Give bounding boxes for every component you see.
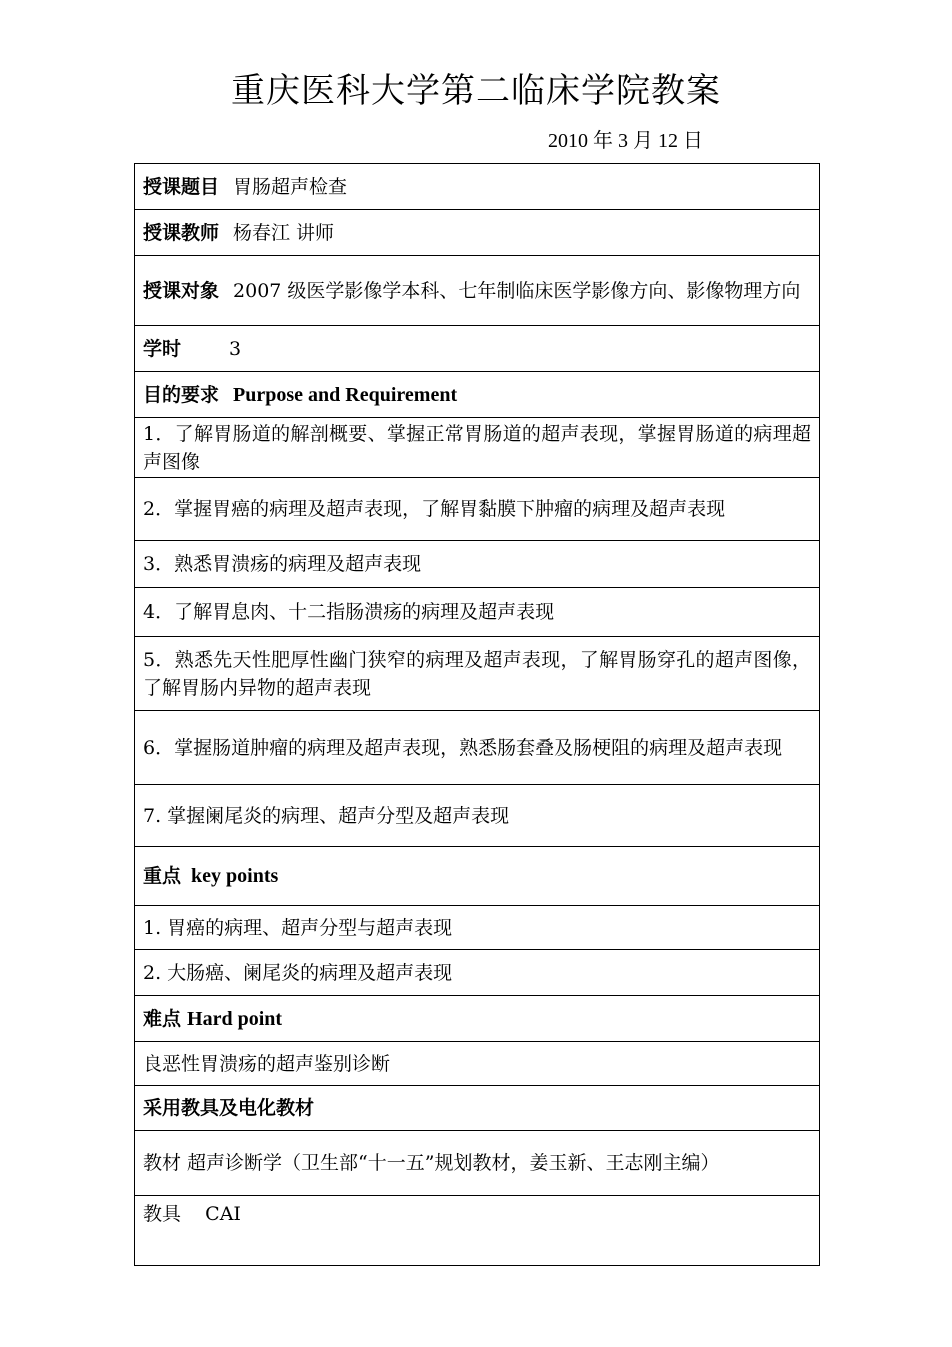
key-points-label: 重点	[143, 865, 182, 887]
teacher-row	[135, 210, 820, 256]
purpose-item-row	[135, 785, 820, 847]
purpose-label-en: Purpose and Requirement	[233, 383, 458, 406]
purpose-label: 目的要求	[143, 383, 220, 406]
hard-point-row	[135, 1042, 820, 1086]
hard-point-label-en: Hard point	[187, 1007, 283, 1030]
hard-point-item: 良恶性胃溃疡的超声鉴别诊断	[143, 1052, 391, 1075]
aids-value: 教具 CAI	[143, 1203, 241, 1225]
key-points-header-row	[135, 847, 820, 906]
purpose-item-row	[135, 418, 820, 478]
hard-point-header-row	[135, 996, 820, 1042]
purpose-item: 2．掌握胃癌的病理及超声表现，了解胃黏膜下肿瘤的病理及超声表现	[143, 498, 726, 520]
document-title: 重庆医科大学第二临床学院教案	[231, 71, 721, 111]
materials-label: 采用教具及电化教材	[143, 1097, 315, 1119]
aids-row	[135, 1196, 820, 1266]
hours-value: 3	[229, 337, 242, 360]
textbook-row	[135, 1131, 820, 1196]
key-point-row	[135, 906, 820, 950]
purpose-item: 6．掌握肠道肿瘤的病理及超声表现，熟悉肠套叠及肠梗阻的病理及超声表现	[143, 736, 783, 759]
document-date: 2010 年 3 月 12 日	[548, 130, 703, 152]
hours-row	[135, 326, 820, 372]
purpose-item: 4．了解胃息肉、十二指肠溃疡的病理及超声表现	[143, 601, 555, 623]
purpose-item-row	[135, 711, 820, 785]
teacher-label: 授课教师	[143, 221, 220, 244]
key-point-item: 1. 胃癌的病理、超声分型与超声表现	[143, 916, 453, 939]
lesson-plan-table	[134, 163, 820, 1266]
purpose-item-row	[135, 541, 820, 588]
audience-row	[135, 256, 820, 326]
purpose-item: 5．熟悉先天性肥厚性幽门狭窄的病理及超声表现，了解胃肠穿孔的超声图像，了解胃肠内异物的超声表现	[143, 648, 811, 699]
materials-header-row	[135, 1086, 820, 1131]
textbook-value: 教材 超声诊断学（卫生部“十一五”规划教材，姜玉新、王志刚主编）	[143, 1152, 720, 1174]
teacher-value: 杨春江 讲师	[233, 221, 335, 244]
purpose-item-row	[135, 637, 820, 711]
audience-label: 授课对象	[143, 279, 220, 302]
audience-value: 2007 级医学影像学本科、七年制临床医学影像方向、影像物理方向	[233, 279, 801, 302]
hard-point-label: 难点	[143, 1007, 182, 1030]
hours-label: 学时	[143, 337, 182, 360]
key-point-item: 2. 大肠癌、阑尾炎的病理及超声表现	[143, 961, 453, 984]
topic-row	[135, 164, 820, 210]
purpose-item: 3．熟悉胃溃疡的病理及超声表现	[143, 553, 422, 575]
purpose-item: 7. 掌握阑尾炎的病理、超声分型及超声表现	[143, 804, 510, 827]
purpose-item: 1．了解胃肠道的解剖概要、掌握正常胃肠道的超声表现，掌握胃肠道的病理超声图像	[143, 422, 811, 473]
key-points-label-en: key points	[191, 865, 279, 887]
purpose-header-row	[135, 372, 820, 418]
topic-label: 授课题目	[143, 175, 220, 198]
key-point-row	[135, 950, 820, 996]
purpose-item-row	[135, 588, 820, 637]
topic-value: 胃肠超声检查	[233, 175, 348, 198]
purpose-item-row	[135, 478, 820, 541]
